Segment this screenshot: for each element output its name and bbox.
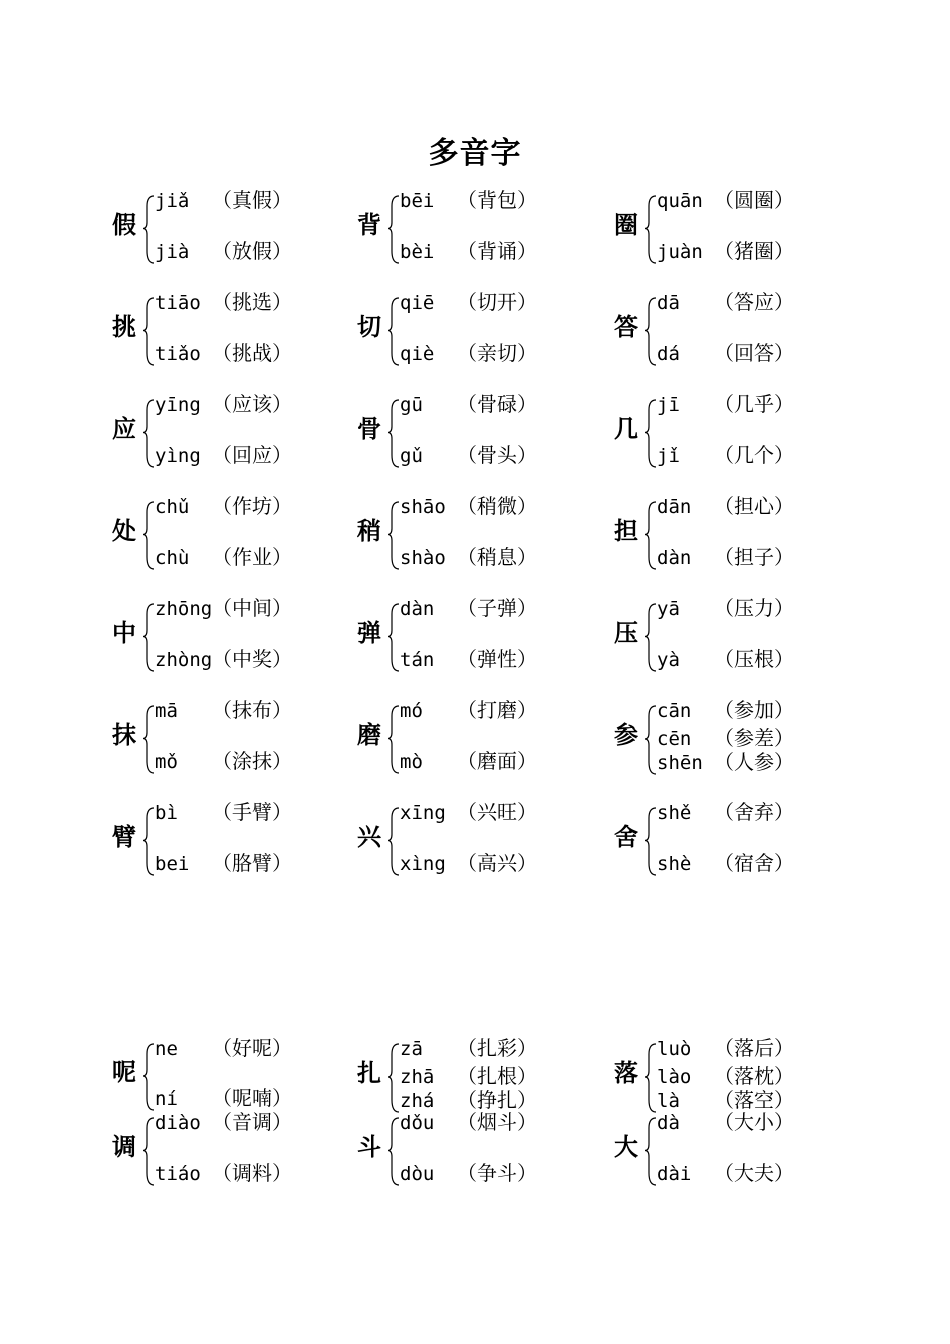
pinyin: zhá	[400, 1090, 435, 1112]
pinyin: qiē	[400, 292, 435, 314]
pinyin: mò	[400, 751, 423, 773]
example-word: （切开）	[457, 290, 537, 314]
brace-icon	[142, 194, 156, 273]
example-word: （好呢）	[212, 1036, 292, 1060]
pinyin: dān	[657, 496, 692, 518]
pinyin: luò	[657, 1038, 692, 1060]
brace-icon	[644, 398, 658, 477]
brace-icon	[644, 194, 658, 273]
brace-icon	[387, 602, 401, 681]
character: 斗	[357, 1131, 381, 1161]
character: 弹	[357, 617, 381, 647]
entry-0	[112, 188, 342, 282]
example-word: （胳臂）	[212, 851, 292, 875]
brace-icon	[142, 500, 156, 579]
entry-14	[614, 596, 844, 690]
entry-8	[614, 392, 844, 486]
example-word: （落枕）	[714, 1064, 794, 1088]
example-word: （争斗）	[457, 1161, 537, 1185]
entry-9	[112, 494, 342, 588]
character: 调	[112, 1131, 136, 1161]
entry-19	[357, 800, 587, 894]
example-word: （落空）	[714, 1088, 794, 1112]
example-word: （背包）	[457, 188, 537, 212]
entry-24	[112, 1110, 342, 1204]
pinyin: tiāo	[155, 292, 201, 314]
character: 扎	[357, 1058, 381, 1087]
pinyin: ne	[155, 1038, 178, 1060]
pinyin: jià	[155, 241, 190, 263]
entry-5	[614, 290, 844, 384]
example-word: （背诵）	[457, 239, 537, 263]
pinyin: là	[657, 1090, 680, 1112]
pinyin: mā	[155, 700, 178, 722]
entry-6	[112, 392, 342, 486]
pinyin: dā	[657, 292, 680, 314]
character: 挑	[112, 311, 136, 341]
example-word: （作业）	[212, 545, 292, 569]
pinyin: zhōng	[155, 598, 213, 620]
brace-icon	[644, 806, 658, 885]
character: 应	[112, 413, 136, 443]
example-word: （参差）	[714, 726, 794, 750]
example-word: （兴旺）	[457, 800, 537, 824]
entry-13	[357, 596, 587, 690]
character: 抹	[112, 719, 136, 749]
entry-1	[357, 188, 587, 282]
entry-17	[614, 698, 844, 792]
pinyin: dá	[657, 343, 680, 365]
example-word: （亲切）	[457, 341, 537, 365]
pinyin: yà	[657, 649, 680, 671]
entry-26	[614, 1110, 844, 1204]
pinyin: dòu	[400, 1163, 435, 1185]
character: 处	[112, 515, 136, 545]
entry-11	[614, 494, 844, 588]
pinyin: quān	[657, 190, 703, 212]
pinyin: mǒ	[155, 751, 178, 773]
example-word: （挣扎）	[457, 1088, 537, 1112]
example-word: （猪圈）	[714, 239, 794, 263]
character: 臂	[112, 821, 136, 851]
example-word: （音调）	[212, 1110, 292, 1134]
entry-3	[112, 290, 342, 384]
example-word: （手臂）	[212, 800, 292, 824]
pinyin: dà	[657, 1112, 680, 1134]
example-word: （抹布）	[212, 698, 292, 722]
page-title: 多音字	[428, 136, 522, 171]
pinyin: dàn	[657, 547, 692, 569]
pinyin: shè	[657, 853, 692, 875]
pinyin: chù	[155, 547, 190, 569]
entry-16	[357, 698, 587, 792]
character: 落	[614, 1058, 638, 1087]
example-word: （宿舍）	[714, 851, 794, 875]
entry-10	[357, 494, 587, 588]
pinyin: zā	[400, 1038, 423, 1060]
pinyin: bei	[155, 853, 190, 875]
example-word: （稍微）	[457, 494, 537, 518]
brace-icon	[644, 296, 658, 375]
pinyin: shě	[657, 802, 692, 824]
example-word: （担心）	[714, 494, 794, 518]
example-word: （落后）	[714, 1036, 794, 1060]
pinyin: bì	[155, 802, 178, 824]
pinyin: jǐ	[657, 445, 680, 467]
brace-icon	[142, 806, 156, 885]
character: 舍	[614, 821, 638, 851]
brace-icon	[387, 500, 401, 579]
character: 几	[614, 413, 638, 443]
character: 背	[357, 209, 381, 239]
entry-20	[614, 800, 844, 894]
pinyin: zhā	[400, 1066, 435, 1088]
example-word: （几个）	[714, 443, 794, 467]
example-word: （压根）	[714, 647, 794, 671]
example-word: （回应）	[212, 443, 292, 467]
character: 大	[614, 1131, 638, 1161]
character: 压	[614, 617, 638, 647]
pinyin: dǒu	[400, 1112, 435, 1134]
example-word: （涂抹）	[212, 749, 292, 773]
example-word: （弹性）	[457, 647, 537, 671]
pinyin: gū	[400, 394, 423, 416]
pinyin: jiǎ	[155, 190, 190, 212]
pinyin: yìng	[155, 445, 201, 467]
example-word: （调料）	[212, 1161, 292, 1185]
pinyin: dài	[657, 1163, 692, 1185]
example-word: （人参）	[714, 750, 794, 774]
pinyin: tiǎo	[155, 343, 201, 365]
character: 呢	[112, 1057, 136, 1086]
character: 骨	[357, 413, 381, 443]
example-word: （参加）	[714, 698, 794, 722]
example-word: （中间）	[212, 596, 292, 620]
pinyin: lào	[657, 1066, 692, 1088]
example-word: （应该）	[212, 392, 292, 416]
example-word: （中奖）	[212, 647, 292, 671]
brace-icon	[387, 296, 401, 375]
pinyin: xìng	[400, 853, 446, 875]
character: 假	[112, 209, 136, 239]
character: 参	[614, 720, 638, 749]
example-word: （担子）	[714, 545, 794, 569]
example-word: （大小）	[714, 1110, 794, 1134]
pinyin: gǔ	[400, 445, 423, 467]
example-word: （高兴）	[457, 851, 537, 875]
brace-icon	[142, 602, 156, 681]
pinyin: mó	[400, 700, 423, 722]
pinyin: cēn	[657, 728, 692, 750]
brace-icon	[644, 602, 658, 681]
example-word: （磨面）	[457, 749, 537, 773]
example-word: （放假）	[212, 239, 292, 263]
pinyin: yīng	[155, 394, 201, 416]
example-word: （舍弃）	[714, 800, 794, 824]
brace-icon	[142, 704, 156, 783]
brace-icon	[387, 194, 401, 273]
entry-2	[614, 188, 844, 282]
example-word: （压力）	[714, 596, 794, 620]
brace-icon	[644, 1116, 658, 1195]
entry-25	[357, 1110, 587, 1204]
brace-icon	[644, 704, 658, 784]
example-word: （烟斗）	[457, 1110, 537, 1134]
pinyin: tiáo	[155, 1163, 201, 1185]
brace-icon	[387, 398, 401, 477]
example-word: （几乎）	[714, 392, 794, 416]
pinyin: shào	[400, 547, 446, 569]
character: 兴	[357, 821, 381, 851]
pinyin: shāo	[400, 496, 446, 518]
pinyin: diào	[155, 1112, 201, 1134]
example-word: （大夫）	[714, 1161, 794, 1185]
pinyin: bēi	[400, 190, 435, 212]
pinyin: tán	[400, 649, 435, 671]
example-word: （作坊）	[212, 494, 292, 518]
pinyin: juàn	[657, 241, 703, 263]
example-word: （扎彩）	[457, 1036, 537, 1060]
example-word: （圆圈）	[714, 188, 794, 212]
pinyin: bèi	[400, 241, 435, 263]
entry-4	[357, 290, 587, 384]
example-word: （骨头）	[457, 443, 537, 467]
pinyin: qiè	[400, 343, 435, 365]
example-word: （扎根）	[457, 1064, 537, 1088]
example-word: （稍息）	[457, 545, 537, 569]
pinyin: ní	[155, 1088, 178, 1110]
example-word: （骨碌）	[457, 392, 537, 416]
entry-18	[112, 800, 342, 894]
entry-12	[112, 596, 342, 690]
pinyin: chǔ	[155, 496, 190, 518]
pinyin: shēn	[657, 752, 703, 774]
brace-icon	[142, 1042, 156, 1120]
character: 答	[614, 311, 638, 341]
character: 稍	[357, 515, 381, 545]
brace-icon	[142, 296, 156, 375]
character: 圈	[614, 209, 638, 239]
character: 切	[357, 311, 381, 341]
example-word: （挑战）	[212, 341, 292, 365]
pinyin: cān	[657, 700, 692, 722]
example-word: （打磨）	[457, 698, 537, 722]
pinyin: zhòng	[155, 649, 213, 671]
example-word: （子弹）	[457, 596, 537, 620]
example-word: （答应）	[714, 290, 794, 314]
brace-icon	[142, 398, 156, 477]
brace-icon	[387, 806, 401, 885]
example-word: （真假）	[212, 188, 292, 212]
brace-icon	[142, 1116, 156, 1195]
pinyin: xīng	[400, 802, 446, 824]
brace-icon	[387, 704, 401, 783]
brace-icon	[387, 1116, 401, 1195]
example-word: （回答）	[714, 341, 794, 365]
example-word: （挑选）	[212, 290, 292, 314]
brace-icon	[644, 500, 658, 579]
entry-15	[112, 698, 342, 792]
entry-7	[357, 392, 587, 486]
pinyin: yā	[657, 598, 680, 620]
character: 磨	[357, 719, 381, 749]
pinyin: dàn	[400, 598, 435, 620]
example-word: （呢喃）	[212, 1086, 292, 1110]
character: 中	[112, 617, 136, 647]
pinyin: jī	[657, 394, 680, 416]
character: 担	[614, 515, 638, 545]
